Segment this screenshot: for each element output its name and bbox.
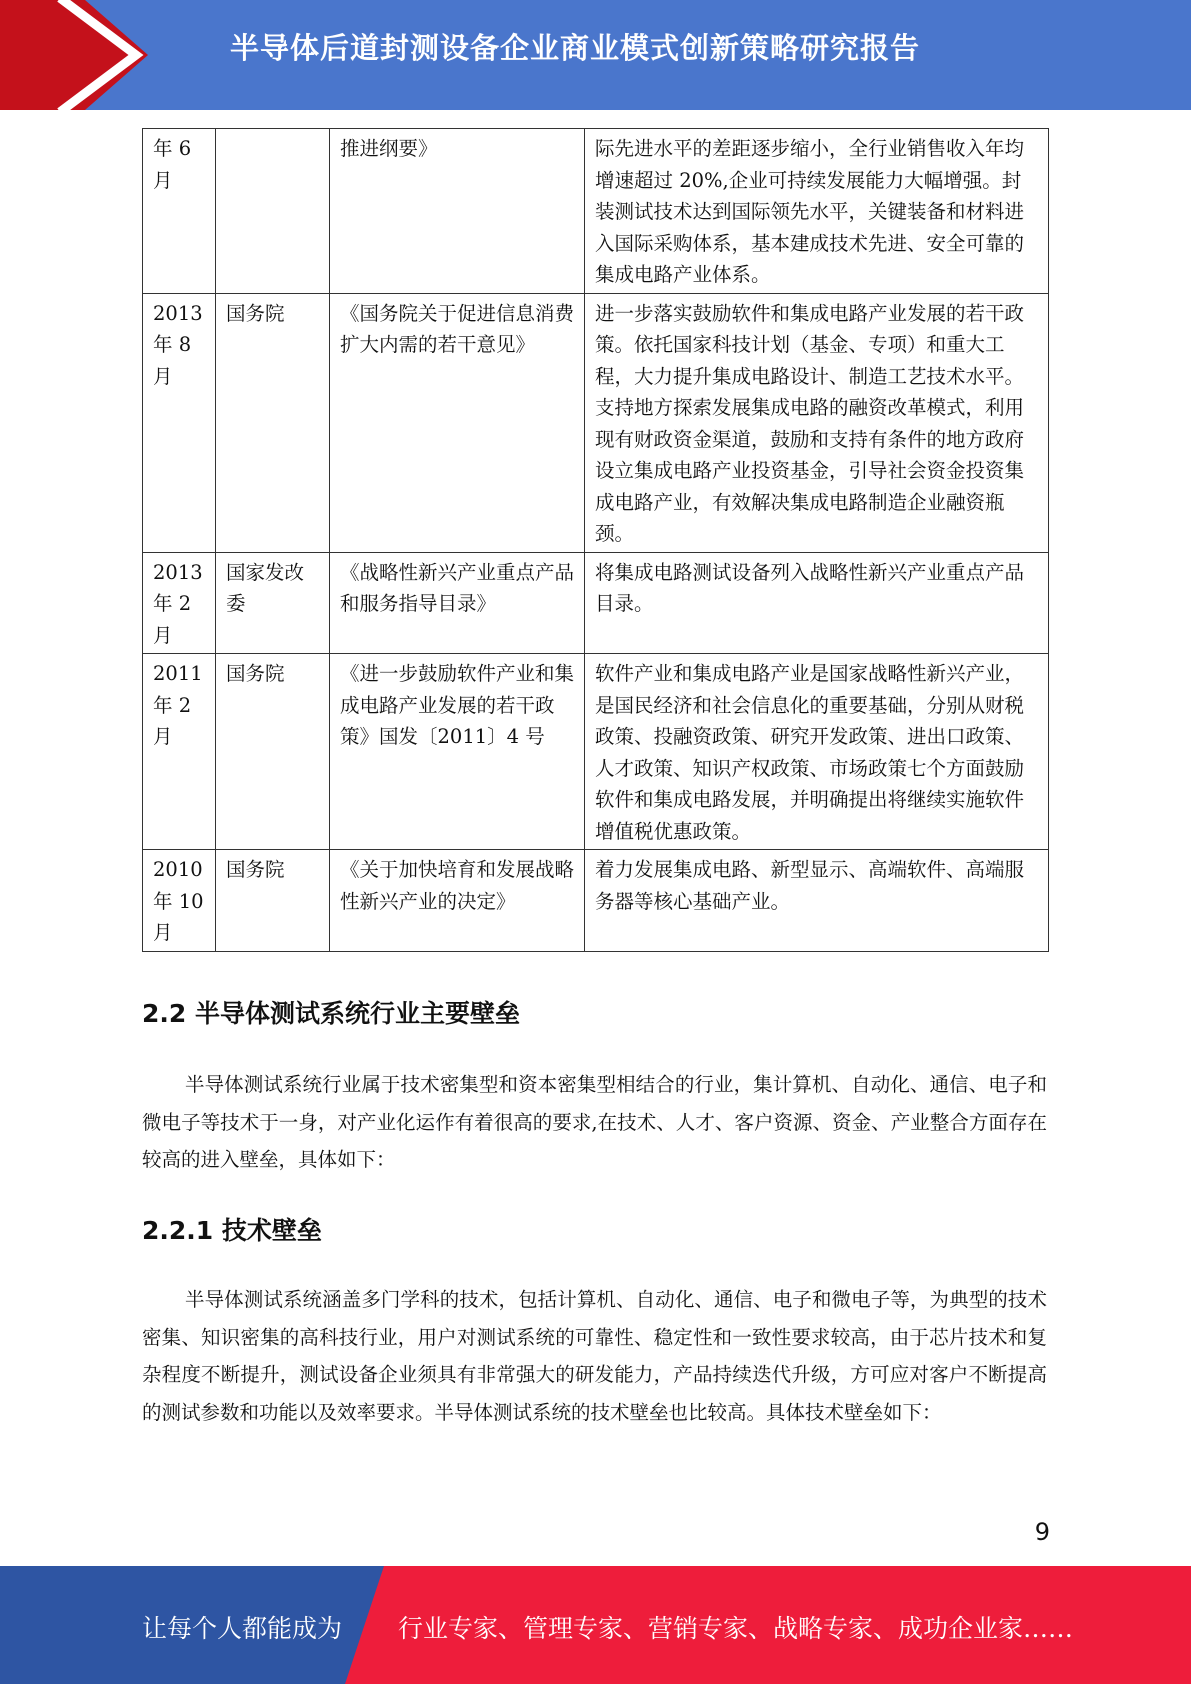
cell-issuer: 国务院 <box>216 293 330 552</box>
table-row <box>143 293 1049 552</box>
cell-content: 着力发展集成电路、新型显示、高端软件、高端服务器等核心基础产业。 <box>585 850 1049 952</box>
cell-issuer <box>216 129 330 294</box>
cell-issuer: 国务院 <box>216 654 330 850</box>
page-number: 9 <box>1034 1518 1050 1546</box>
cell-content: 进一步落实鼓励软件和集成电路产业发展的若干政策。依托国家科技计划（基金、专项）和重大工程，大力提升集成电路设计、制造工艺技术水平。支持地方探索发展集成电路的融资改革模式，利用现有财政资金渠道，鼓励和支持有条件的地方政府设立集成电路产业投资基金，引导社会资金投资集成电路产业，有效解决集成电路制造企业融资瓶颈。 <box>585 293 1049 552</box>
page-footer <box>0 1566 1191 1684</box>
cell-document: 推进纲要》 <box>330 129 585 294</box>
cell-date: 年 6 月 <box>143 129 216 294</box>
section-heading-2-2: 2.2 半导体测试系统行业主要壁垒 <box>142 999 520 1028</box>
cell-document: 《关于加快培育和发展战略性新兴产业的决定》 <box>330 850 585 952</box>
policy-table <box>142 128 1049 952</box>
section-paragraph-2-2: 半导体测试系统行业属于技术密集型和资本密集型相结合的行业，集计算机、自动化、通信、电子和微电子等技术于一身，对产业化运作有着很高的要求,在技术、人才、客户资源、资金、产业整合方面存在较高的进入壁垒，具体如下： <box>142 1073 1047 1171</box>
table-row <box>143 850 1049 952</box>
cell-content: 际先进水平的差距逐步缩小，全行业销售收入年均增速超过 20%,企业可持续发展能力大幅增强。封装测试技术达到国际领先水平，关键装备和材料进入国际采购体系，基本建成技术先进、安全可靠的集成电路产业体系。 <box>585 129 1049 294</box>
cell-issuer: 国家发改委 <box>216 552 330 654</box>
table-row <box>143 552 1049 654</box>
page-header <box>0 0 1191 110</box>
section-paragraph-2-2-1: 半导体测试系统涵盖多门学科的技术，包括计算机、自动化、通信、电子和微电子等，为典型的技术密集、知识密集的高科技行业，用户对测试系统的可靠性、稳定性和一致性要求较高，由于芯片技术和复杂程度不断提升，测试设备企业须具有非常强大的研发能力，产品持续迭代升级，方可应对客户不断提高的测试参数和功能以及效率要求。半导体测试系统的技术壁垒也比较高。具体技术壁垒如下： <box>142 1288 1047 1424</box>
footer-slogan-left: 让每个人都能成为 <box>142 1614 343 1643</box>
cell-date: 2013 年 8 月 <box>143 293 216 552</box>
cell-date: 2013 年 2 月 <box>143 552 216 654</box>
cell-issuer: 国务院 <box>216 850 330 952</box>
cell-content: 软件产业和集成电路产业是国家战略性新兴产业，是国民经济和社会信息化的重要基础，分别从财税政策、投融资政策、研究开发政策、进出口政策、人才政策、知识产权政策、市场政策七个方面鼓励软件和集成电路发展，并明确提出将继续实施软件增值税优惠政策。 <box>585 654 1049 850</box>
section-heading-2-2-1: 2.2.1 技术壁垒 <box>142 1216 322 1245</box>
table-row <box>143 654 1049 850</box>
footer-slogan-right: 行业专家、管理专家、营销专家、战略专家、成功企业家…… <box>398 1614 1074 1643</box>
cell-document: 《进一步鼓励软件产业和集成电路产业发展的若干政策》国发〔2011〕4 号 <box>330 654 585 850</box>
cell-document: 《战略性新兴产业重点产品和服务指导目录》 <box>330 552 585 654</box>
header-title: 半导体后道封测设备企业商业模式创新策略研究报告 <box>230 31 921 65</box>
cell-date: 2010 年 10 月 <box>143 850 216 952</box>
cell-document: 《国务院关于促进信息消费扩大内需的若干意见》 <box>330 293 585 552</box>
table-row <box>143 129 1049 294</box>
cell-content: 将集成电路测试设备列入战略性新兴产业重点产品目录。 <box>585 552 1049 654</box>
cell-date: 2011 年 2 月 <box>143 654 216 850</box>
